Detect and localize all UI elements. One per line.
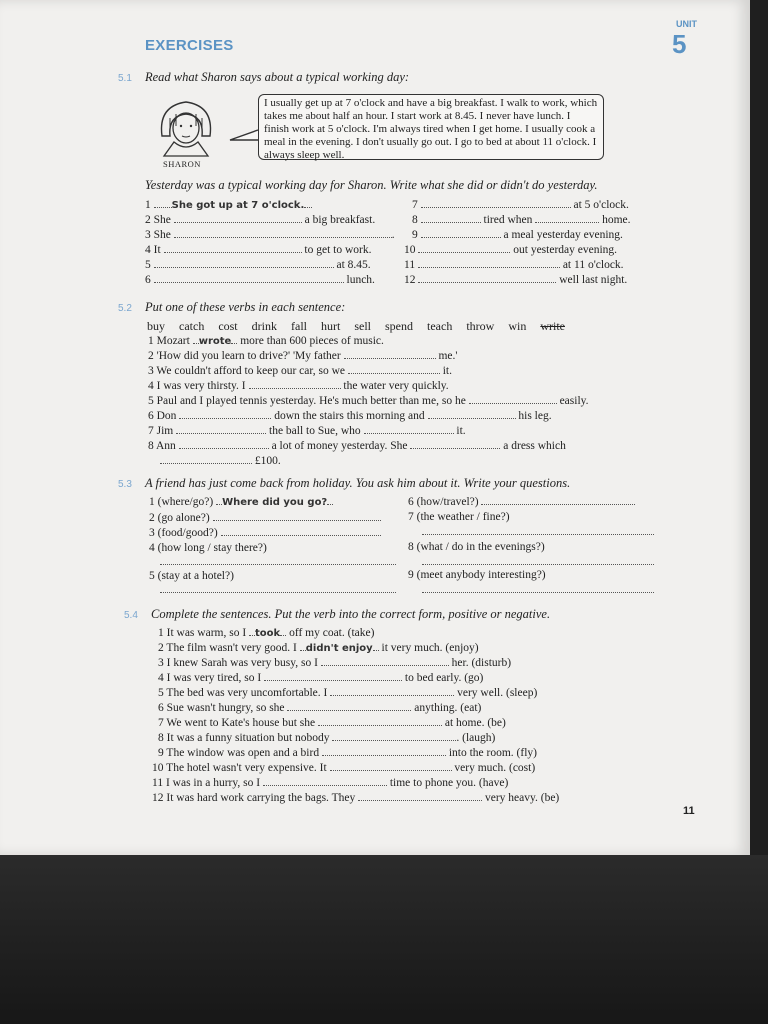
section-title: EXERCISES (145, 37, 234, 54)
answer-blank[interactable] (321, 657, 449, 666)
answer-blank[interactable] (535, 214, 599, 223)
ex2-line: 2 'How did you learn to drive?' 'My father me.' (148, 350, 458, 362)
answer-blank[interactable] (348, 365, 440, 374)
ex2-line: 7 Jim the ball to Sue, who it. (148, 425, 466, 437)
answer-blank[interactable] (469, 395, 557, 404)
answer-blank[interactable] (422, 556, 654, 565)
answer-blank[interactable] (318, 717, 442, 726)
answer-blank[interactable] (221, 527, 381, 536)
exercise-number: 5.1 (118, 73, 132, 84)
ex2-line: 6 Don down the stairs this morning and his leg. (148, 410, 552, 422)
ex3-line: 3 (food/good?) (149, 527, 381, 539)
ex3-line: 5 (stay at a hotel?) (149, 570, 234, 582)
answer-blank[interactable] (287, 702, 411, 711)
handwritten-answer: wrote (198, 336, 232, 347)
ex1-line: 12 well last night. (404, 274, 628, 286)
exercise-instruction: Read what Sharon says about a typical working day: (145, 70, 410, 84)
exercise-number: 5.4 (124, 610, 138, 621)
speech-bubble-tail (228, 128, 262, 144)
answer-blank[interactable] (160, 584, 396, 593)
answer-blank[interactable] (481, 496, 635, 505)
answer-blank[interactable] (421, 214, 481, 223)
answer-blank[interactable] (213, 512, 381, 521)
answer-blank[interactable] (164, 244, 302, 253)
answer-blank[interactable] (410, 440, 500, 449)
exercise-number: 5.2 (118, 303, 132, 314)
answer-blank[interactable] (344, 350, 436, 359)
exercise-instruction-2: Yesterday was a typical working day for Sharon. Write what she did or didn't do yesterday. (145, 178, 598, 192)
answer-blank[interactable] (418, 259, 560, 268)
handwritten-answer: Where did you go? (222, 497, 328, 508)
answer-blank[interactable] (179, 410, 271, 419)
answer-blank[interactable] (364, 425, 454, 434)
ex4-line: 1 It was warm, so I took off my coat. (take) (158, 627, 375, 639)
answer-blank[interactable] (322, 747, 446, 756)
ex3-line: 8 (what / do in the evenings?) (408, 541, 545, 553)
answer-blank[interactable] (249, 380, 341, 389)
ex3-line: 6 (how/travel?) (408, 496, 635, 508)
ex1-line: 8 tired when home. (412, 214, 631, 226)
ex2-line: £100. (160, 455, 281, 467)
ex2-line: 5 Paul and I played tennis yesterday. He's much better than me, so he easily. (148, 395, 589, 407)
ex1-line: 3 She . (145, 229, 395, 241)
ex4-line: 4 I was very tired, so I to bed early. (go) (158, 672, 484, 684)
answer-blank[interactable] (160, 455, 252, 464)
answer-blank[interactable] (421, 229, 501, 238)
speech-bubble: I usually get up at 7 o'clock and have a big breakfast. I walk to work, which takes me about half an hour. I start work at 8.45. I never have lunch. I finish work at 5 o'clock. I'm always tired when I get home. I usually cook a meal in the evening. I don't usually go out. I go to bed at about 11 o'clock. I always sleep well. (258, 94, 604, 160)
ex1-line: 11 at 11 o'clock. (404, 259, 624, 271)
ex2-line: 3 We couldn't afford to keep our car, so we it. (148, 365, 452, 377)
answer-blank[interactable] (422, 526, 654, 535)
exercise-instruction: A friend has just come back from holiday. You ask him about it. Write your questions. (145, 476, 571, 490)
answer-blank[interactable] (263, 777, 387, 786)
answer-blank[interactable] (358, 792, 482, 801)
ex1-line: 1 She got up at 7 o'clock. (145, 199, 312, 211)
answer-blank[interactable] (418, 244, 510, 253)
ex3-line: 1 (where/go?) Where did you go? (149, 496, 333, 508)
verb-list: buy catch cost drink fall hurt sell spend teach throw win write (147, 319, 565, 333)
scanner-background (0, 855, 768, 1024)
answer-blank[interactable] (160, 556, 396, 565)
unit-label: UNIT (676, 19, 697, 29)
ex3-line: 7 (the weather / fine?) (408, 511, 510, 523)
ex1-line: 6 lunch. (145, 274, 375, 286)
ex2-line: 4 I was very thirsty. I the water very quickly. (148, 380, 449, 392)
answer-blank[interactable] (176, 425, 266, 434)
answer-blank[interactable] (174, 214, 302, 223)
handwritten-answer: She got up at 7 o'clock. (171, 200, 305, 211)
ex4-line: 6 Sue wasn't hungry, so she anything. (eat) (158, 702, 482, 714)
sharon-portrait-icon (150, 96, 222, 158)
answer-blank[interactable] (421, 199, 571, 208)
ex4-line: 5 The bed was very uncomfortable. I very well. (sleep) (158, 687, 538, 699)
ex1-line: 10 out yesterday evening. (404, 244, 618, 256)
answer-blank[interactable] (154, 259, 334, 268)
ex1-line: 2 She a big breakfast. (145, 214, 376, 226)
handwritten-answer: didn't enjoy (305, 643, 373, 654)
answer-blank[interactable] (174, 229, 392, 238)
ex4-line: 3 I knew Sarah was very busy, so I her. (disturb) (158, 657, 512, 669)
ex3-answer-line (160, 584, 396, 596)
portrait-caption: SHARON (163, 159, 201, 169)
answer-blank[interactable] (428, 410, 516, 419)
exercise-number: 5.3 (118, 479, 132, 490)
ex3-answer-line (422, 526, 654, 538)
answer-blank[interactable] (330, 762, 452, 771)
unit-number: 5 (672, 29, 687, 59)
answer-blank[interactable] (330, 687, 454, 696)
answer-blank[interactable] (422, 584, 654, 593)
ex4-line: 8 It was a funny situation but nobody . (laugh) (158, 732, 496, 744)
exercise-instruction: Put one of these verbs in each sentence: (145, 300, 346, 314)
ex1-line: 7 at 5 o'clock. (412, 199, 629, 211)
answer-blank[interactable] (264, 672, 402, 681)
ex4-line: 9 The window was open and a bird into the room. (fly) (158, 747, 537, 759)
ex4-line: 10 The hotel wasn't very expensive. It very much. (cost) (152, 762, 536, 774)
handwritten-answer: took (255, 628, 281, 639)
ex4-line: 12 It was hard work carrying the bags. They very heavy. (be) (152, 792, 560, 804)
ex1-line: 4 It to get to work. (145, 244, 372, 256)
ex1-line: 5 at 8.45. (145, 259, 371, 271)
ex3-line: 4 (how long / stay there?) (149, 542, 267, 554)
ex3-answer-line (422, 584, 654, 596)
answer-blank[interactable] (154, 274, 344, 283)
answer-blank[interactable] (418, 274, 556, 283)
ex3-line: 9 (meet anybody interesting?) (408, 569, 546, 581)
ex4-line: 2 The film wasn't very good. I didn't enjoy it very much. (enjoy) (158, 642, 479, 654)
page-number: 11 (683, 805, 695, 817)
ex1-line: 9 a meal yesterday evening. (412, 229, 623, 241)
answer-blank[interactable] (179, 440, 269, 449)
ex3-line: 2 (go alone?) (149, 512, 381, 524)
ex3-answer-line (160, 556, 396, 568)
ex3-answer-line (422, 556, 654, 568)
answer-blank[interactable] (332, 732, 456, 741)
ex2-line: 8 Ann a lot of money yesterday. She a dress which (148, 440, 566, 452)
exercise-instruction: Complete the sentences. Put the verb into the correct form, positive or negative. (151, 607, 551, 621)
ex4-line: 11 I was in a hurry, so I time to phone you. (have) (152, 777, 509, 789)
ex2-line: 1 Mozart wrote more than 600 pieces of music. (148, 335, 384, 347)
ex4-line: 7 We went to Kate's house but she at home. (be) (158, 717, 506, 729)
